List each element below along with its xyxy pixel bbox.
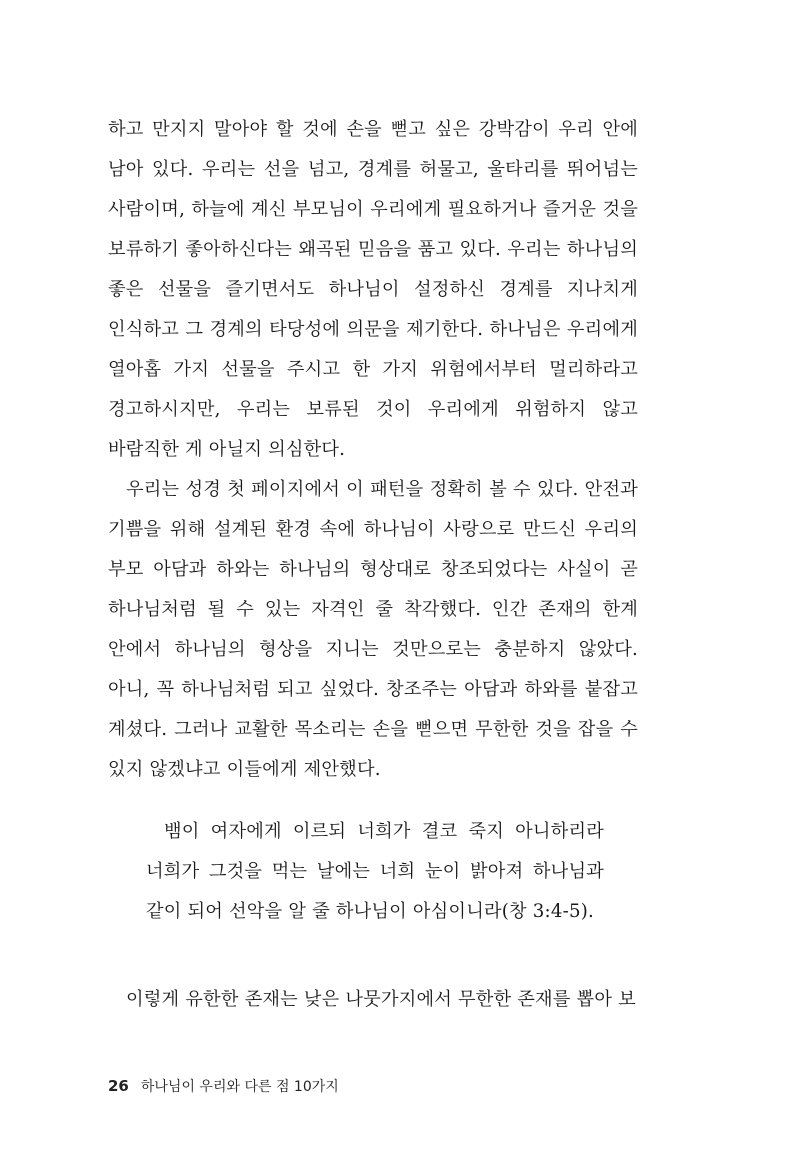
paragraph-1: 하고 만지지 말아야 할 것에 손을 뻗고 싶은 강박감이 우리 안에 남아 있다. 우리는 선을 넘고, 경계를 허물고, 울타리를 뛰어넘는 사람이며, 하늘에 계신 부모님이 우리에게 필요하거나 즐거운 것을 보류하기 좋아하신다는 왜곡된 믿음을 품고 있다. 우리는 하나님의 좋은 선물을 즐기면서도 하나님이 설정하신 경계를 지나치게 인식하고 그 경계의 타당성에 의문을 제기한다. 하나님은 우리에게 열아홉 가지 선물을 주시고 한 가지 위험에서부터 멀리하라고 경고하시지만, 우리는 보류된 것이 우리에게 위험하지 않고 바람직한 게 아닐지 의심한다.	[108, 119, 638, 460]
paragraph-2: 우리는 성경 첫 페이지에서 이 패턴을 정확히 볼 수 있다. 안전과 기쁨을 위해 설계된 환경 속에 하나님이 사랑으로 만드신 우리의 부모 아담과 하와는 하나님의 형상대로 창조되었다는 사실이 곧 하나님처럼 될 수 있는 자격인 줄 착각했다. 인간 존재의 한계 안에서 하나님의 형상을 지니는 것만으로는 충분하지 않았다. 아니, 꼭 하나님처럼 되고 싶었다. 창조주는 아담과 하와를 붙잡고 계셨다. 그러나 교활한 목소리는 손을 뻗으면 무한한 것을 잡을 수 있지 않겠냐고 이들에게 제안했다.	[108, 479, 638, 780]
continuation-text	[108, 980, 638, 1020]
main-text	[108, 110, 638, 790]
page-number: 26	[108, 1077, 129, 1095]
scripture-quote	[146, 812, 604, 932]
page-footer	[108, 1076, 339, 1096]
paragraph-3: 이렇게 유한한 존재는 낮은 나뭇가지에서 무한한 존재를 뽑아 보	[126, 989, 636, 1010]
quote-text: 뱀이 여자에게 이르되 너희가 결코 죽지 아니하리라 너희가 그것을 먹는 날에는 너희 눈이 밝아져 하나님과 같이 되어 선악을 알 줄 하나님이 아심이니라(창 3:4-5).	[146, 821, 604, 922]
book-title: 하나님이 우리와 다른 점 10가지	[140, 1079, 339, 1095]
